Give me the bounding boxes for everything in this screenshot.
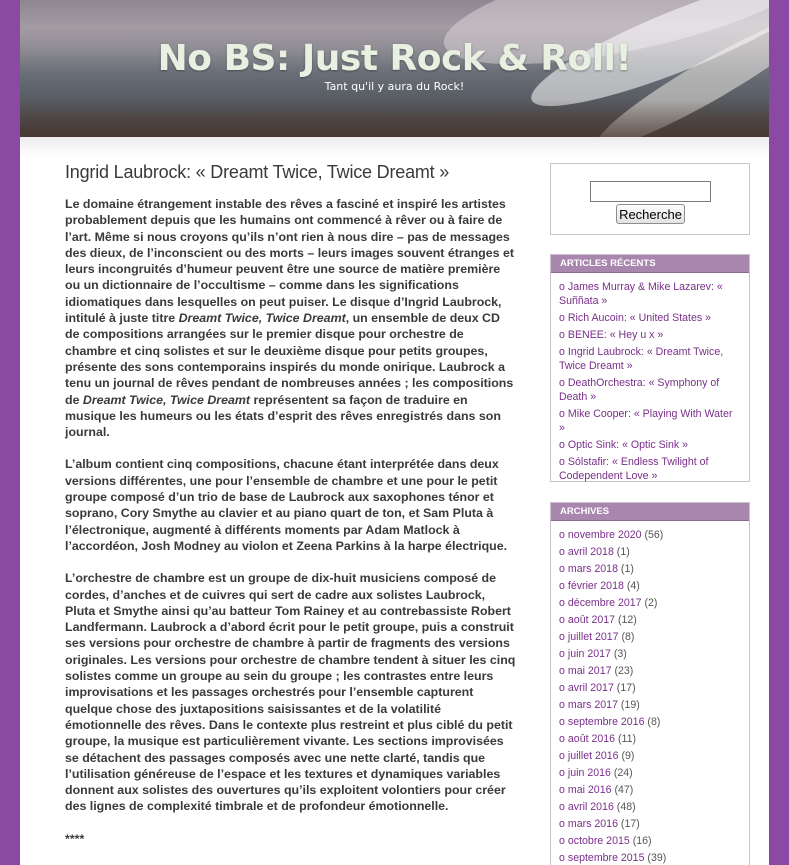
list-item-link[interactable]: Ingrid Laubrock: « Dreamt Twice, Twice Dreamt » (559, 346, 724, 372)
post-count: (48) (616, 801, 636, 813)
recent-posts-list (551, 273, 749, 492)
header-shadow (20, 137, 769, 157)
bullet-icon: o (559, 377, 565, 389)
list-item[interactable] (559, 749, 741, 763)
list-item-link[interactable]: juin 2016 (567, 767, 611, 779)
post-count: (8) (647, 716, 661, 728)
list-item-link[interactable]: mars 2017 (567, 699, 618, 711)
post-count: (2) (644, 597, 658, 609)
list-item-link[interactable]: août 2017 (567, 614, 616, 626)
recent-posts-title: ARTICLES RÉCENTS (551, 255, 749, 273)
post-paragraph-2: L’album contient cinq compositions, chacune étant interprétée dans deux versions différentes, une pour l’ensemble de chambre et une pour le petit groupe composé d’un trio de base de Laubrock aux saxophones ténor et soprano, Cory Smythe au clavier et au piano quart de ton, et Sam Pluta à l’électronique, augmenté à différents moments par Adam Matlock à l’accordéon, Josh Modney au violon et Zeena Parkins à la harpe électrique. (65, 457, 508, 553)
list-item-link[interactable]: juillet 2016 (567, 750, 619, 762)
bullet-icon: o (559, 312, 565, 324)
post-count: (19) (620, 699, 640, 711)
post-paragraph-3: L’orchestre de chambre est un groupe de dix-huit musiciens composé de cordes, d’anches et de cuivres qui sert de cadre aux solistes Laubrock, Pluta et Smythe ainsi qu’au batteur Tom Rainey et au contrebassiste Robert Landfermann. Laubrock a d’abord écrit pour le petit groupe, puis a construit ses versions pour orchestre de chambre à partir de fragments des versions originales. Les versions pour orchestre de chambre tendent à situer les cinq solistes comme un groupe au sein du groupe ; les contrastes entre leurs improvisations et les passages orchestrés pour l’ensemble capturent quelque chose des juxtapositions saisissantes et de la volatilité émotionnelle des rêves. Dans le contexte plus restreint et plus ciblé du petit groupe, la musique est particulièrement vivante. Les sections improvisées se détachent des passages composés avec une nette clarté, tandis que l’utilisation généreuse de l’espace et les textures et dynamiques variables donnent aux solistes des ouvertures qu’ils exploitent volontiers pour créer des lignes de complexité timbrale et de profondeur émotionnelle. (65, 571, 516, 814)
list-item-link[interactable]: septembre 2015 (567, 852, 645, 864)
bullet-icon: o (559, 529, 565, 541)
post-count: (17) (616, 682, 636, 694)
post-count: (1) (616, 546, 630, 558)
bullet-icon: o (559, 699, 565, 711)
bullet-icon: o (559, 750, 565, 762)
rating-stars: **** (65, 831, 85, 846)
post-count: (16) (632, 835, 652, 847)
bullet-icon: o (559, 631, 565, 643)
post-count: (4) (626, 580, 640, 592)
list-item-link[interactable]: Rich Aucoin: « United States » (567, 312, 712, 324)
post-count: (8) (621, 631, 635, 643)
list-item-link[interactable]: DeathOrchestra: « Symphony of Death » (559, 377, 720, 403)
list-item[interactable] (559, 783, 741, 797)
list-item[interactable] (559, 800, 741, 814)
archives-widget (550, 502, 750, 865)
post-text: , un ensemble de deux CD de compositions arrangées sur le premier disque pour orchestre de chambre et cinq solistes et sur le deuxième disque pour petits groupes, présente des sons contemporains inspirés du monde onirique. Laubrock a tenu un journal de rêves pendant de nombreuses années ; les compositions de (65, 311, 514, 407)
post-text: représentent sa façon de traduire en musique les humeurs ou les états d’esprit des rêves enregistrés dans son journal. (65, 392, 501, 440)
list-item[interactable] (559, 311, 741, 325)
bullet-icon: o (559, 563, 565, 575)
list-item-link[interactable]: mai 2016 (567, 784, 612, 796)
bullet-icon: o (559, 665, 565, 677)
archives-list (551, 521, 749, 865)
list-item[interactable] (559, 817, 741, 831)
list-item-link[interactable]: Mike Cooper: « Playing With Water » (559, 408, 733, 434)
bullet-icon: o (559, 456, 565, 468)
post-count: (24) (613, 767, 633, 779)
post-count: (1) (620, 563, 634, 575)
list-item-link[interactable]: septembre 2016 (567, 716, 645, 728)
bullet-icon: o (559, 801, 565, 813)
bullet-icon: o (559, 546, 565, 558)
recent-posts-widget (550, 254, 750, 482)
post-count: (17) (620, 818, 640, 830)
site-tagline: Tant qu'il y aura du Rock! (324, 80, 465, 93)
search-button[interactable]: Recherche (616, 204, 685, 224)
list-item[interactable] (559, 376, 741, 404)
list-item[interactable] (559, 455, 741, 483)
list-item-link[interactable]: Sólstafir: « Endless Twilight of Codependent Love » (559, 456, 709, 482)
list-item[interactable] (559, 528, 741, 542)
bullet-icon: o (559, 852, 565, 864)
post-count: (9) (621, 750, 635, 762)
list-item-link[interactable]: mars 2016 (567, 818, 618, 830)
list-item-link[interactable]: août 2016 (567, 733, 616, 745)
post-count: (39) (647, 852, 667, 864)
main-content (65, 162, 517, 863)
list-item-link[interactable]: Optic Sink: « Optic Sink » (567, 439, 689, 451)
list-item[interactable] (559, 438, 741, 452)
list-item-link[interactable]: mars 2018 (567, 563, 618, 575)
bullet-icon: o (559, 716, 565, 728)
bullet-icon: o (559, 835, 565, 847)
list-item-link[interactable]: avril 2016 (567, 801, 614, 813)
post-paragraph-1 (65, 196, 517, 440)
list-item[interactable] (559, 613, 741, 627)
list-item-link[interactable]: mai 2017 (567, 665, 612, 677)
list-item[interactable] (559, 681, 741, 695)
list-item-link[interactable]: novembre 2020 (567, 529, 642, 541)
album-title: Dreamt Twice, Twice Dreamt (178, 311, 346, 326)
bullet-icon: o (559, 329, 565, 341)
search-widget (550, 163, 750, 235)
list-item[interactable] (559, 664, 741, 678)
list-item[interactable] (559, 630, 741, 644)
post-count: (12) (618, 614, 637, 626)
bullet-icon: o (559, 408, 565, 420)
bullet-icon: o (559, 818, 565, 830)
page (20, 0, 769, 865)
search-input[interactable] (590, 181, 711, 202)
site-header (20, 0, 769, 137)
album-title: Dreamt Twice, Twice Dreamt (82, 392, 251, 407)
bullet-icon: o (559, 580, 565, 592)
post-count: (47) (614, 784, 634, 796)
archives-title: ARCHIVES (551, 503, 749, 521)
site-title[interactable]: No BS: Just Rock & Roll! (157, 38, 632, 79)
list-item[interactable] (559, 732, 741, 746)
list-item[interactable] (559, 579, 741, 593)
bullet-icon: o (559, 648, 565, 660)
bullet-icon: o (559, 346, 565, 358)
post-title[interactable]: Ingrid Laubrock: « Dreamt Twice, Twice Dreamt » (65, 162, 450, 182)
list-item[interactable] (559, 345, 741, 373)
bullet-icon: o (559, 281, 565, 293)
list-item-link[interactable]: décembre 2017 (567, 597, 642, 609)
list-item-link[interactable]: avril 2017 (567, 682, 614, 694)
list-item[interactable] (559, 596, 741, 610)
list-item[interactable] (559, 407, 741, 435)
list-item[interactable] (559, 647, 741, 661)
list-item-link[interactable]: octobre 2015 (567, 835, 630, 847)
bullet-icon: o (559, 784, 565, 796)
list-item[interactable] (559, 562, 741, 576)
list-item-link[interactable]: BENEE: « Hey u x » (567, 329, 664, 341)
list-item[interactable] (559, 851, 741, 865)
list-item-link[interactable]: juin 2017 (567, 648, 611, 660)
bullet-icon: o (559, 439, 565, 451)
bullet-icon: o (559, 733, 565, 745)
bullet-icon: o (559, 682, 565, 694)
list-item[interactable] (559, 545, 741, 559)
list-item[interactable] (559, 328, 741, 342)
list-item[interactable] (559, 834, 741, 848)
bullet-icon: o (559, 597, 565, 609)
list-item-link[interactable]: février 2018 (567, 580, 624, 592)
post-count: (23) (614, 665, 634, 677)
sidebar (550, 163, 750, 864)
list-item[interactable] (559, 766, 741, 780)
post-count: (56) (644, 529, 664, 541)
list-item-link[interactable]: James Murray & Mike Lazarev: « Suññata » (559, 281, 723, 307)
list-item[interactable] (559, 698, 741, 712)
post-text: Le domaine étrangement instable des rêves a fasciné et inspiré les artistes probablement depuis que les humains ont commencé à rêver ou à faire de l’art. Même si nous croyons qu’ils n’ont rien à nous dire – pas de messages des dieux, de l’inconscient ou des morts – leurs images souvent étranges et leurs incongruités d’humeur peuvent être une source de matière première ou un dictionnaire de l’occultisme – comme dans les significations idiomatiques dans lesquelles on peut puiser. Le disque d’Ingrid Laubrock, intitulé à juste titre (65, 197, 514, 326)
post-count: (11) (618, 733, 637, 745)
list-item[interactable] (559, 280, 741, 308)
list-item[interactable] (559, 715, 741, 729)
post-count: (3) (613, 648, 627, 660)
bullet-icon: o (559, 767, 565, 779)
bullet-icon: o (559, 614, 565, 626)
list-item-link[interactable]: avril 2018 (567, 546, 614, 558)
list-item-link[interactable]: juillet 2017 (567, 631, 619, 643)
header-sand-image (20, 100, 769, 137)
